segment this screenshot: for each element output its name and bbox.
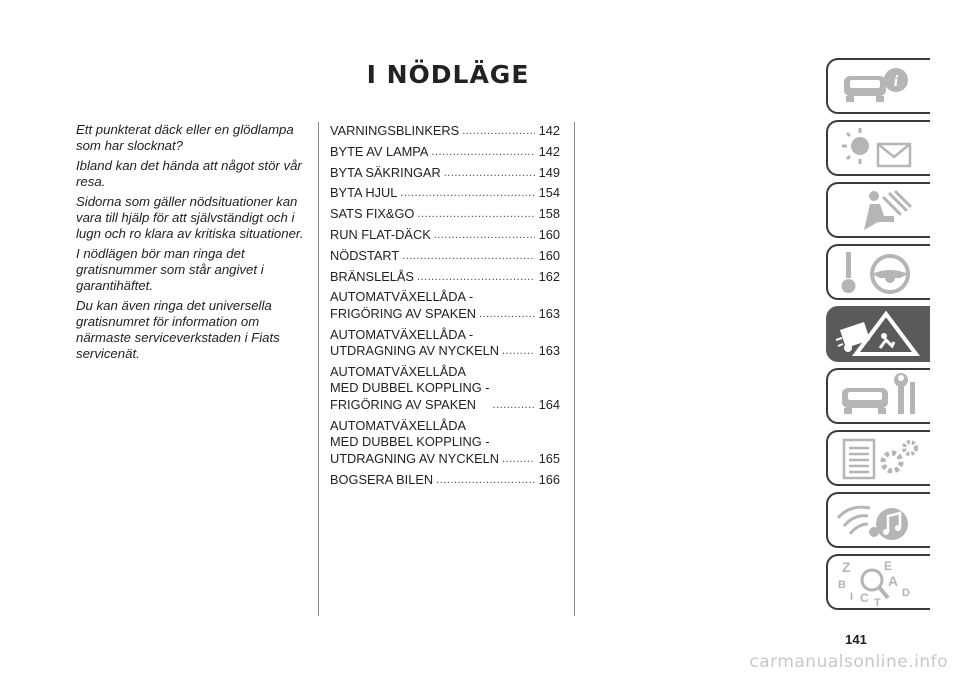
toc-leader-dots — [434, 227, 535, 244]
toc-leader-dots — [417, 269, 535, 286]
toc-entry[interactable] — [330, 123, 560, 140]
toc-entry-page: 163 — [538, 343, 560, 359]
tab-emergency[interactable] — [826, 306, 930, 362]
tab-warning-lights[interactable] — [826, 120, 930, 176]
intro-paragraph: Ibland kan det hända att något stör vår resa. — [76, 158, 302, 189]
toc-leader-dots — [417, 206, 535, 223]
toc-entry-page: 166 — [538, 471, 560, 487]
toc-entry[interactable] — [330, 165, 560, 182]
index-letter: B — [838, 579, 846, 591]
toc-entry-page: 149 — [538, 164, 560, 180]
index-letter: C — [860, 591, 869, 605]
toc-leader-dots — [431, 144, 535, 161]
toc-leader-dots — [502, 451, 535, 468]
intro-paragraph: I nödlägen bör man ringa det gratisnummer som står angivet i garantihäftet. — [76, 246, 264, 293]
column-divider — [574, 122, 575, 616]
toc-entry-label: BYTA HJUL — [330, 185, 398, 201]
index-letter: A — [888, 573, 899, 589]
toc-entry[interactable] — [330, 418, 560, 468]
toc-entry-page: 154 — [538, 185, 560, 201]
warning-lights-icon — [834, 124, 928, 174]
index-letter: E — [884, 559, 893, 573]
toc-entry-page: 142 — [538, 123, 560, 138]
toc-leader-dots — [462, 123, 535, 140]
toc-entry-page: 164 — [538, 396, 560, 412]
watermark: carmanualsonline.info — [749, 652, 948, 672]
toc-entry-page: 160 — [538, 247, 560, 263]
tab-technical-data[interactable] — [826, 430, 930, 486]
toc-entry[interactable] — [330, 327, 560, 360]
toc-entry[interactable] — [330, 248, 560, 265]
toc-entry-label: BOGSERA BILEN — [330, 471, 434, 487]
toc-entry-label: RUN FLAT-DÄCK — [330, 226, 431, 242]
tab-multimedia[interactable] — [826, 492, 930, 548]
intro-paragraph: Ett punkterat däck eller en glödlampa som har slocknat? — [76, 122, 294, 153]
index-letter: I — [850, 591, 854, 603]
toc-leader-dots — [436, 472, 535, 489]
tab-index[interactable] — [826, 554, 930, 610]
svg-text:i: i — [893, 73, 899, 90]
column-divider — [318, 122, 319, 616]
table-of-contents — [330, 123, 560, 492]
toc-entry[interactable] — [330, 227, 560, 244]
toc-entry[interactable] — [330, 289, 560, 322]
key-steering-wheel-icon — [834, 248, 928, 298]
index-letter: T — [874, 597, 881, 608]
multimedia-icon — [834, 496, 928, 546]
toc-leader-dots — [402, 248, 535, 265]
airbag-seat-icon — [834, 186, 928, 236]
toc-entry-label: SATS FIX&GO — [330, 206, 415, 222]
toc-leader-dots — [400, 185, 535, 202]
toc-entry-page: 158 — [538, 206, 560, 222]
toc-entry-label: BYTA SÄKRINGAR — [330, 164, 441, 180]
toc-leader-dots — [502, 343, 535, 360]
toc-entry[interactable] — [330, 206, 560, 223]
page-title: I NÖDLÄGE — [366, 60, 530, 89]
index-letter: Z — [842, 559, 851, 575]
toc-entry[interactable] — [330, 364, 560, 414]
toc-leader-dots — [479, 306, 535, 323]
intro-paragraph: Du kan även ringa det universella gratisnumret för information om närmaste serviceverkstaden i Fiats servicenät. — [76, 298, 280, 361]
toc-entry-label: NÖDSTART — [330, 247, 400, 263]
index-letter: D — [902, 587, 910, 599]
toc-entry[interactable] — [330, 269, 560, 286]
toc-entry-page: 165 — [538, 450, 560, 466]
toc-entry-page: 142 — [538, 143, 560, 159]
toc-entry-label: BRÄNSLELÅS — [330, 268, 414, 284]
toc-leader-dots — [444, 165, 535, 182]
toc-entry-label: AUTOMATVÄXELLÅDA - UTDRAGNING AV NYCKELN — [330, 326, 499, 359]
toc-entry-label: BYTE AV LAMPA — [330, 143, 429, 159]
toc-entry[interactable] — [330, 185, 560, 202]
chapter-tabs — [826, 58, 932, 613]
car-maintenance-icon — [834, 372, 928, 422]
tab-starting-driving[interactable] — [826, 244, 930, 300]
toc-entry[interactable] — [330, 472, 560, 489]
emergency-triangle-icon — [834, 310, 928, 360]
toc-entry-page: 162 — [538, 268, 560, 284]
toc-leader-dots — [493, 397, 535, 414]
toc-entry-label: AUTOMATVÄXELLÅDA - FRIGÖRING AV SPAKEN — [330, 289, 477, 321]
page-number: 141 — [845, 632, 867, 647]
intro-paragraph: Sidorna som gäller nödsituationer kan vara till hjälp för att självständigt och i lugn och ro klara av kritiska situationer. — [76, 194, 304, 241]
tab-maintenance[interactable] — [826, 368, 930, 424]
toc-entry-label: AUTOMATVÄXELLÅDA MED DUBBEL KOPPLING - UTDRAGNING AV NYCKELN — [330, 417, 499, 466]
tab-safety[interactable] — [826, 182, 930, 238]
toc-entry-label: AUTOMATVÄXELLÅDA MED DUBBEL KOPPLING - FRIGÖRING AV SPAKEN — [330, 363, 490, 412]
toc-entry[interactable] — [330, 144, 560, 161]
car-info-icon — [834, 62, 928, 112]
toc-entry-page: 163 — [538, 305, 560, 321]
toc-entry-page: 160 — [538, 226, 560, 242]
intro-text — [76, 122, 306, 366]
technical-data-icon — [834, 434, 928, 484]
tab-car-info[interactable] — [826, 58, 930, 114]
index-icon — [834, 558, 928, 608]
toc-entry-label: VARNINGSBLINKERS — [330, 123, 460, 138]
